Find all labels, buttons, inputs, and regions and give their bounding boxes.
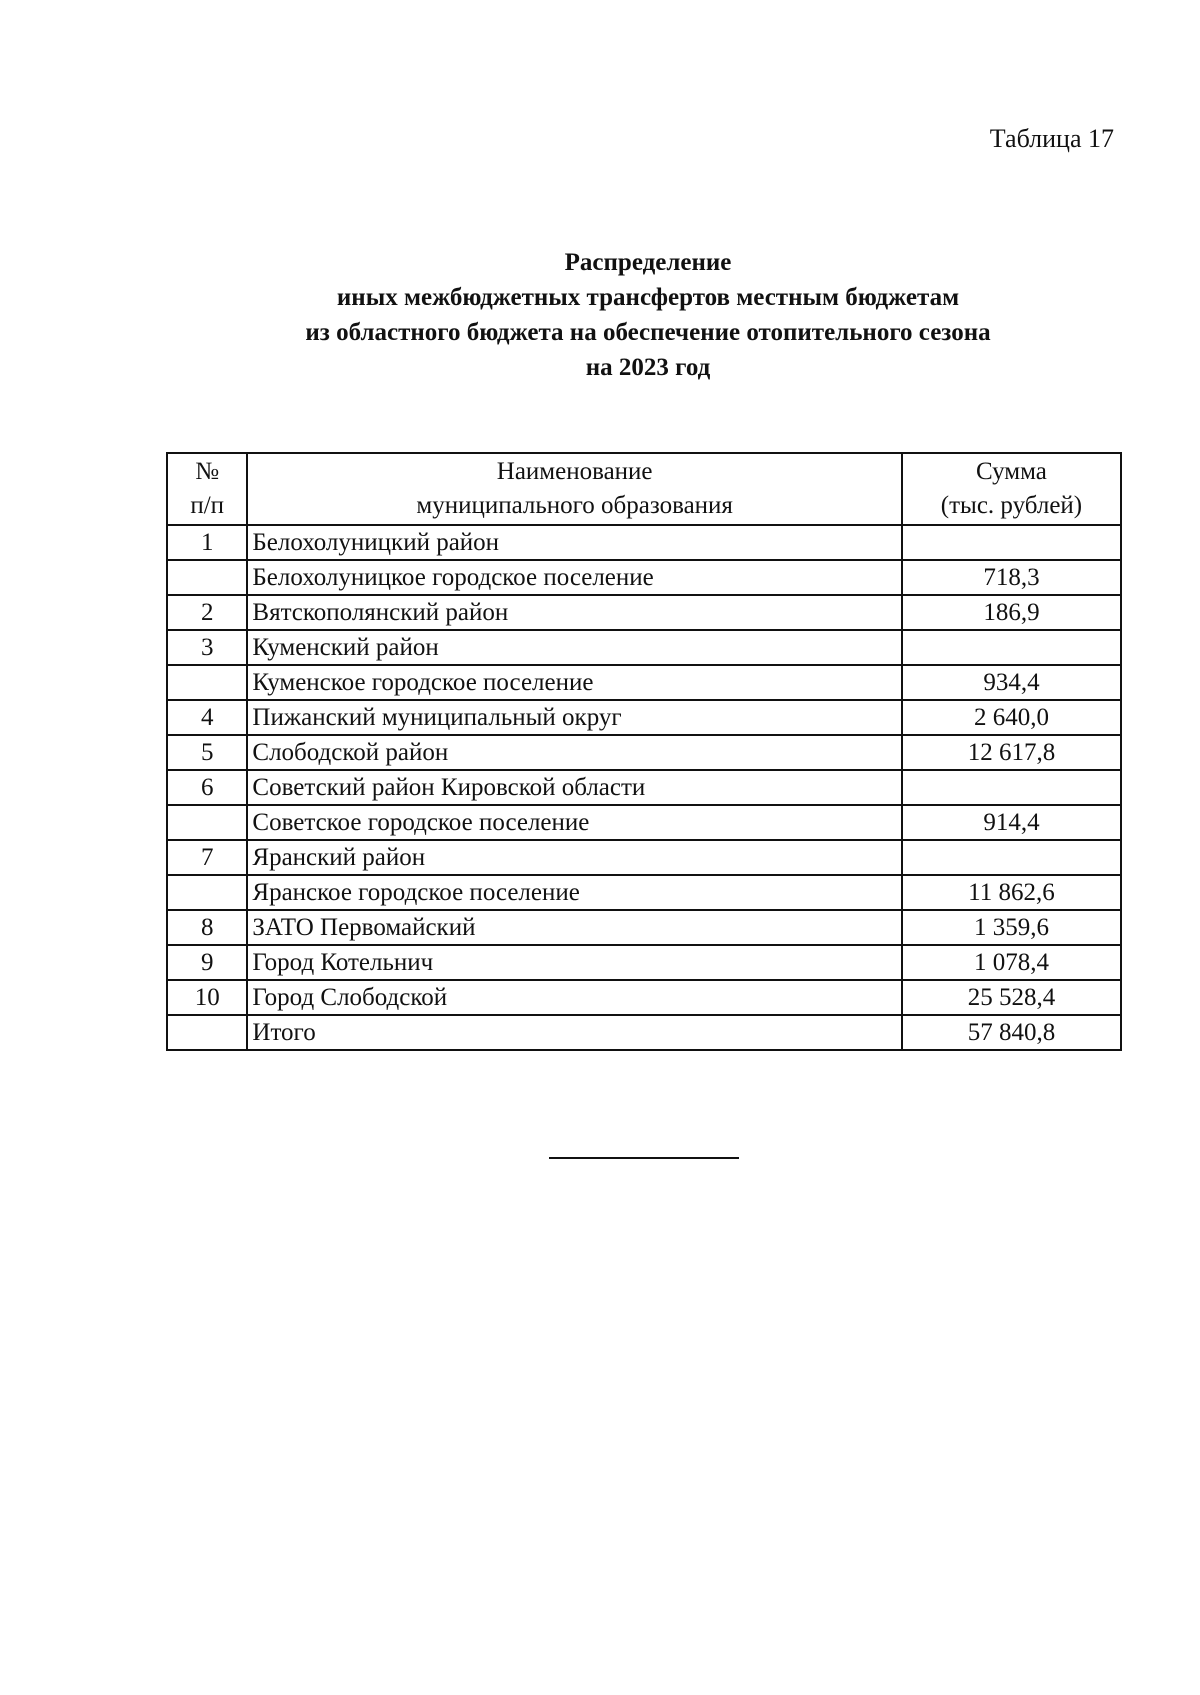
header-sum: Сумма (тыс. рублей) — [902, 453, 1121, 525]
row-number — [167, 665, 247, 700]
document-title — [150, 245, 1146, 385]
row-sum — [902, 770, 1121, 805]
row-sum — [902, 630, 1121, 665]
title-line-3: из областного бюджета на обеспечение отопительного сезона — [305, 319, 991, 346]
row-sum: 12 617,8 — [902, 735, 1121, 770]
row-municipality-name: Куменский район — [247, 630, 902, 665]
row-sum: 1 359,6 — [902, 910, 1121, 945]
row-sum: 718,3 — [902, 560, 1121, 595]
row-municipality-name: Советский район Кировской области — [247, 770, 902, 805]
table-row — [167, 525, 1121, 560]
row-number: 5 — [167, 735, 247, 770]
table-row — [167, 630, 1121, 665]
row-sum: 934,4 — [902, 665, 1121, 700]
row-sum — [902, 840, 1121, 875]
total-sum: 57 840,8 — [902, 1015, 1121, 1050]
row-number — [167, 560, 247, 595]
closing-divider-line — [549, 1157, 739, 1159]
row-number: 1 — [167, 525, 247, 560]
row-sum: 11 862,6 — [902, 875, 1121, 910]
row-number: 7 — [167, 840, 247, 875]
row-number — [167, 805, 247, 840]
row-municipality-name: Вятскополянский район — [247, 595, 902, 630]
title-line-4: на 2023 год — [585, 354, 711, 381]
row-municipality-name: Город Котельнич — [247, 945, 902, 980]
row-number: 6 — [167, 770, 247, 805]
table-row — [167, 945, 1121, 980]
row-number: 3 — [167, 630, 247, 665]
table-row — [167, 805, 1121, 840]
row-sum: 25 528,4 — [902, 980, 1121, 1015]
row-sum: 186,9 — [902, 595, 1121, 630]
row-sum — [902, 525, 1121, 560]
table-number-label: Таблица 17 — [989, 124, 1114, 153]
table-row — [167, 560, 1121, 595]
row-number — [167, 875, 247, 910]
row-municipality-name: Яранское городское поселение — [247, 875, 902, 910]
total-label: Итого — [247, 1015, 902, 1050]
table-row — [167, 980, 1121, 1015]
row-municipality-name: Белохолуницкий район — [247, 525, 902, 560]
table-body — [167, 525, 1121, 1050]
table-row — [167, 665, 1121, 700]
table-row — [167, 770, 1121, 805]
table-row — [167, 910, 1121, 945]
table-row — [167, 840, 1121, 875]
row-municipality-name: Белохолуницкое городское поселение — [247, 560, 902, 595]
row-municipality-name: Яранский район — [247, 840, 902, 875]
row-municipality-name: ЗАТО Первомайский — [247, 910, 902, 945]
table-row — [167, 595, 1121, 630]
title-line-2: иных межбюджетных трансфертов местным бюджетам — [336, 284, 960, 311]
row-number: 9 — [167, 945, 247, 980]
row-municipality-name: Куменское городское поселение — [247, 665, 902, 700]
row-sum: 2 640,0 — [902, 700, 1121, 735]
row-municipality-name: Слободской район — [247, 735, 902, 770]
table-row — [167, 735, 1121, 770]
row-municipality-name: Пижанский муниципальный округ — [247, 700, 902, 735]
total-number — [167, 1015, 247, 1050]
distribution-table — [166, 452, 1122, 1051]
table-row — [167, 875, 1121, 910]
row-number: 8 — [167, 910, 247, 945]
row-number: 2 — [167, 595, 247, 630]
row-municipality-name: Город Слободской — [247, 980, 902, 1015]
row-municipality-name: Советское городское поселение — [247, 805, 902, 840]
row-sum: 1 078,4 — [902, 945, 1121, 980]
total-row — [167, 1015, 1121, 1050]
table-row — [167, 700, 1121, 735]
header-number: № п/п — [167, 453, 247, 525]
row-number: 4 — [167, 700, 247, 735]
table-header-row — [167, 453, 1121, 525]
title-line-1: Распределение — [564, 249, 732, 276]
row-sum: 914,4 — [902, 805, 1121, 840]
row-number: 10 — [167, 980, 247, 1015]
header-municipality: Наименование муниципального образования — [247, 453, 902, 525]
